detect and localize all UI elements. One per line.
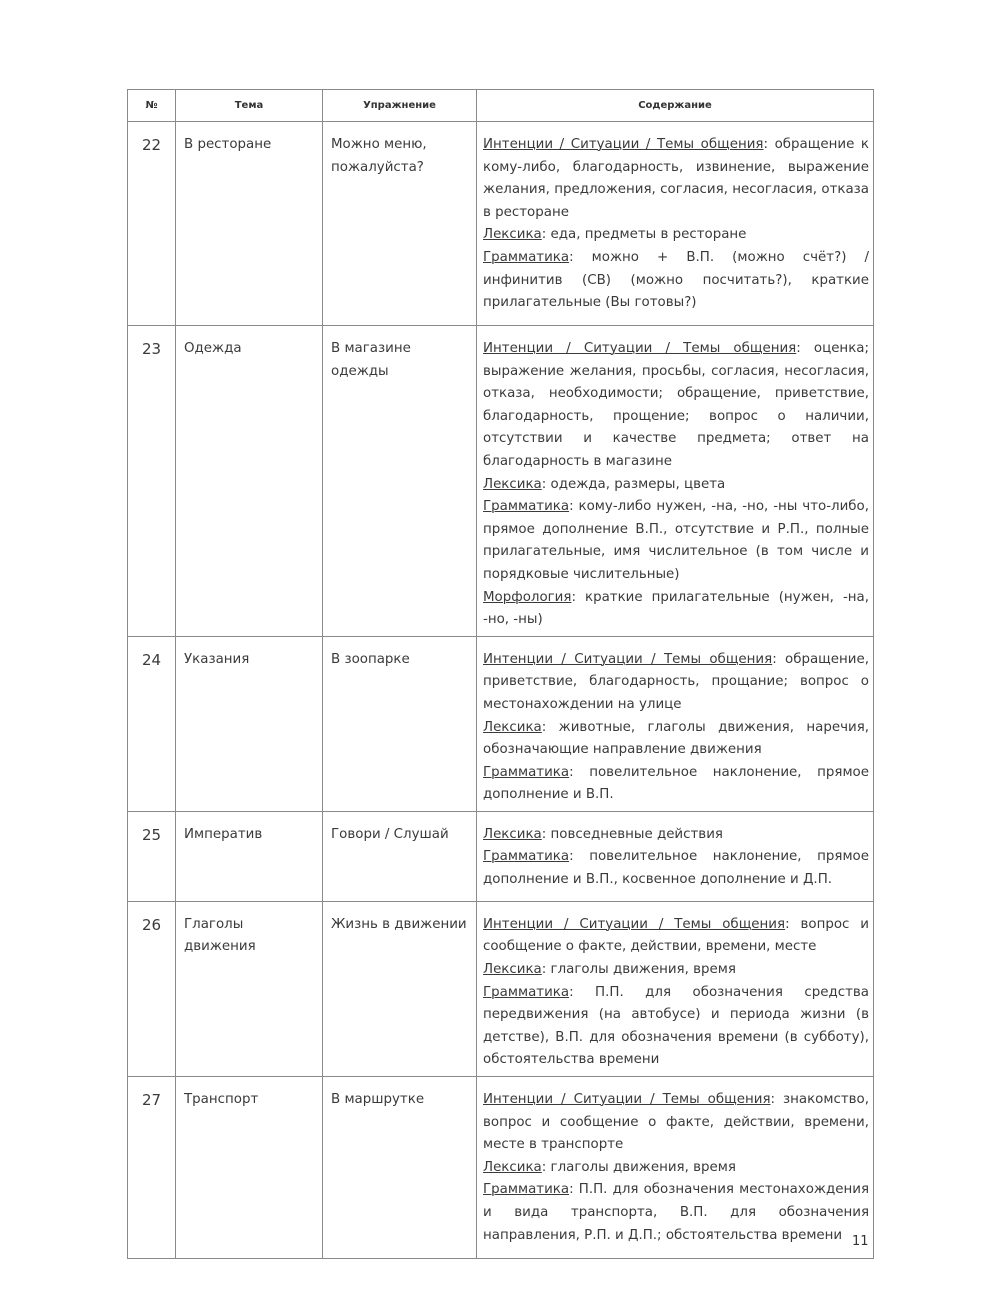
content-label: Грамматика: [483, 1182, 570, 1198]
table-header-row: [128, 90, 874, 122]
row-topic-text: Глаголы движения: [184, 916, 256, 955]
content-entry: [483, 959, 869, 982]
content-label: Интенции / Ситуации / Темы общения: [483, 137, 764, 152]
row-topic-text: Транспорт: [184, 1092, 259, 1108]
row-content: [477, 636, 874, 811]
row-number-text: 23: [141, 340, 162, 358]
content-label: Грамматика: [483, 984, 570, 1000]
table-row: [128, 811, 874, 901]
content-entry: [483, 1179, 869, 1247]
content-text: : одежда, размеры, цвета: [541, 476, 726, 492]
row-exercise-text: Говори / Слушай: [331, 826, 449, 842]
content-text: : глаголы движения, время: [541, 1159, 736, 1175]
content-entry: [483, 649, 869, 717]
row-exercise: [323, 901, 477, 1076]
content-entry: [483, 247, 869, 315]
row-topic: [176, 811, 323, 901]
content-entry: [483, 587, 869, 632]
content-entry: [483, 762, 869, 807]
content-label: Грамматика: [483, 764, 570, 780]
content-entry: [483, 474, 869, 497]
header-content: Содержание: [477, 90, 874, 122]
content-label: Лексика: [483, 476, 542, 492]
page-number: 11: [852, 1234, 869, 1249]
row-exercise-text: В зоопарке: [331, 651, 410, 667]
row-number: [128, 122, 176, 326]
row-number-text: 24: [141, 650, 162, 669]
content-label: Интенции / Ситуации / Темы общения: [483, 916, 786, 932]
row-number-text: 27: [141, 1091, 162, 1110]
content-text: : можно + В.П. (можно счёт?) / инфинитив (СВ) (можно посчитать?), краткие прилагательные (Вы готовы?): [483, 249, 869, 311]
content-text: : обращение, приветствие, благодарность, прощание; вопрос о местонахождении на улице: [483, 651, 869, 712]
content-label: Интенции / Ситуации / Темы общения: [483, 1092, 771, 1108]
table-row: [128, 122, 874, 326]
row-number-text: 26: [141, 915, 162, 934]
content-label: Грамматика: [483, 249, 570, 265]
content-label: Лексика: [483, 227, 542, 243]
content-text: : знакомство, вопрос и сообщение о факте, действии, времени, месте в транспорте: [483, 1092, 869, 1153]
content-text: : П.П. для обозначения средства передвижения (на автобусе) и периода жизни (в детстве), В.П. для обозначения времени (в субботу), обстоятельства времени: [483, 984, 869, 1068]
content-label: Грамматика: [483, 849, 570, 865]
row-exercise: [323, 326, 477, 637]
row-content: [477, 901, 874, 1076]
header-exercise: Упражнение: [323, 90, 477, 122]
row-number: [128, 811, 176, 901]
content-entry: [483, 338, 869, 474]
row-content: [477, 1077, 874, 1259]
row-number: [128, 326, 176, 637]
row-number: [128, 636, 176, 811]
row-number: [128, 1077, 176, 1259]
row-content: [477, 122, 874, 326]
content-text: : кому-либо нужен, -на, -но, -ны что-либо, прямое дополнение В.П., отсутствие и Р.П., полные прилагательные, имя числительное (в том числе и порядковые числительные): [483, 499, 869, 582]
row-exercise-text: Жизнь в движении: [331, 916, 467, 932]
row-exercise: [323, 636, 477, 811]
content-text: : П.П. для обозначения местонахождения и вида транспорта, В.П. для обозначения направления, Р.П. и Д.П.; обстоятельства времени: [483, 1182, 869, 1243]
content-entry: [483, 717, 869, 762]
row-exercise: [323, 811, 477, 901]
content-text: : повелительное наклонение, прямое дополнение и В.П.: [483, 764, 869, 803]
content-text: : повелительное наклонение, прямое дополнение и В.П., косвенное дополнение и Д.П.: [483, 849, 869, 888]
content-label: Лексика: [483, 719, 542, 735]
content-text: : глаголы движения, время: [541, 962, 736, 978]
content-text: : еда, предметы в ресторане: [541, 227, 747, 243]
header-number: №: [128, 90, 176, 122]
row-number: [128, 901, 176, 1076]
row-number-text: 22: [141, 136, 162, 154]
row-topic-text: Указания: [184, 651, 250, 667]
curriculum-table: [127, 89, 874, 1259]
row-topic: [176, 901, 323, 1076]
content-label: Лексика: [483, 826, 542, 842]
content-entry: [483, 982, 869, 1072]
content-text: : оценка; выражение желания, просьбы, согласия, несогласия, отказа, необходимости; обращение, приветствие, благодарность, прощение; вопрос о наличии, отсутствии и качестве предмета; ответ на благодарность в магазине: [483, 341, 869, 469]
table-row: [128, 1077, 874, 1259]
content-text: : краткие прилагательные (нужен, -на, -но, -ны): [483, 589, 869, 628]
content-label: Морфология: [483, 589, 572, 605]
header-topic: Тема: [176, 90, 323, 122]
content-text: : повседневные действия: [541, 826, 723, 842]
content-label: Интенции / Ситуации / Темы общения: [483, 341, 797, 356]
row-topic: [176, 636, 323, 811]
row-exercise: [323, 122, 477, 326]
row-topic-text: Императив: [184, 826, 263, 842]
row-topic-text: Одежда: [184, 341, 242, 356]
table-row: [128, 326, 874, 637]
row-content: [477, 811, 874, 901]
content-entry: [483, 914, 869, 959]
row-topic: [176, 326, 323, 637]
content-text: : животные, глаголы движения, наречия, обозначающие направление движения: [483, 719, 869, 758]
row-exercise-text: В магазине одежды: [331, 341, 411, 379]
table-row: [128, 636, 874, 811]
row-number-text: 25: [141, 825, 162, 844]
row-topic: [176, 1077, 323, 1259]
content-label: Интенции / Ситуации / Темы общения: [483, 651, 773, 667]
content-entry: [483, 824, 869, 847]
row-exercise: [323, 1077, 477, 1259]
content-label: Грамматика: [483, 499, 570, 515]
content-entry: [483, 1157, 869, 1180]
content-label: Лексика: [483, 1159, 542, 1175]
content-label: Лексика: [483, 962, 542, 978]
content-entry: [483, 496, 869, 586]
row-content: [477, 326, 874, 637]
content-text: : обращение к кому-либо, благодарность, извинение, выражение желания, предложения, согласия, несогласия, отказа в ресторане: [483, 137, 869, 220]
table-row: [128, 901, 874, 1076]
row-exercise-text: В маршрутке: [331, 1092, 425, 1108]
content-entry: [483, 1089, 869, 1157]
content-entry: [483, 224, 869, 247]
row-topic: [176, 122, 323, 326]
row-exercise-text: Можно меню, пожалуйста?: [331, 137, 427, 175]
content-entry: [483, 846, 869, 891]
content-text: : вопрос и сообщение о факте, действии, времени, месте: [483, 916, 869, 955]
row-topic-text: В ресторане: [184, 137, 272, 152]
content-entry: [483, 134, 869, 224]
